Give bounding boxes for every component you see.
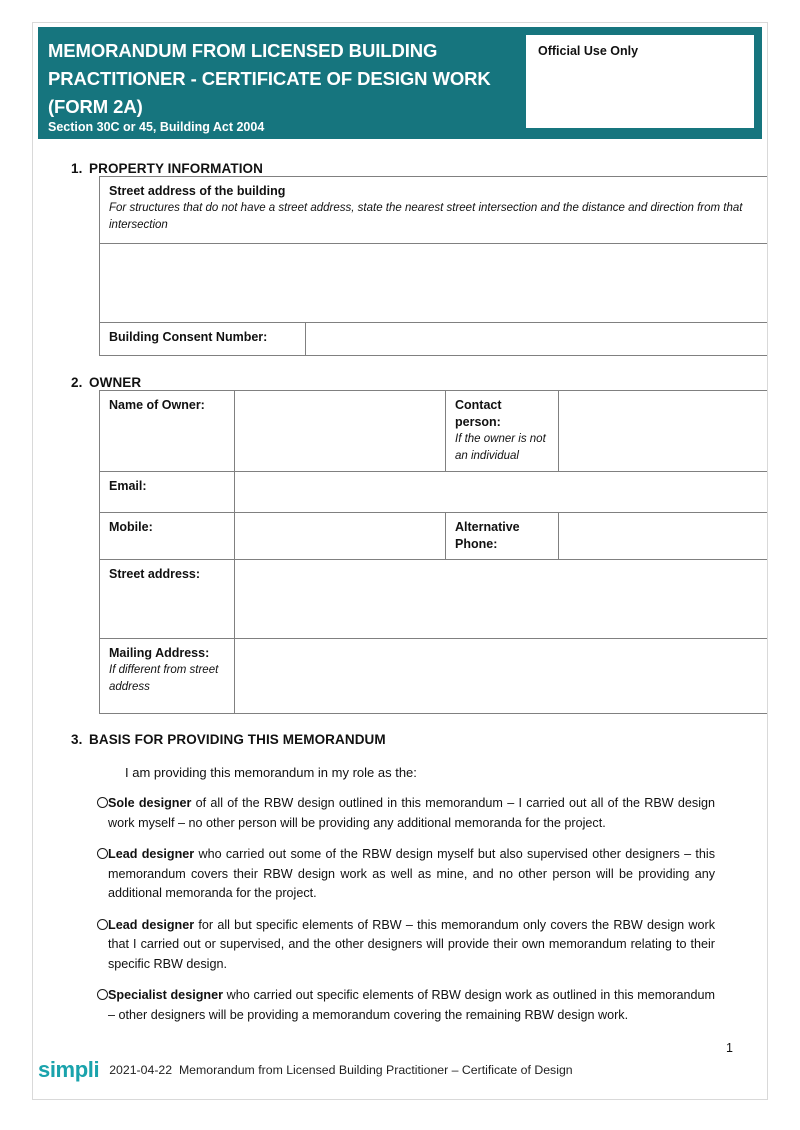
- email-label: Email:: [100, 472, 235, 513]
- radio-cell[interactable]: [59, 916, 108, 975]
- section-number: 1.: [71, 161, 83, 176]
- basis-option-specialist-designer[interactable]: [59, 986, 741, 1025]
- basis-option-text: Sole designer of all of the RBW design outlined in this memorandum – I carried out all of the RBW design work myself – no other person will be providing any additional memoranda for the project.: [108, 796, 715, 830]
- owner-street-address-input[interactable]: [235, 560, 769, 639]
- alternative-phone-input[interactable]: [559, 513, 769, 560]
- basis-option-lead-designer-supervised[interactable]: [59, 845, 741, 904]
- document-page: [32, 22, 768, 1100]
- radio-cell[interactable]: [59, 794, 108, 833]
- building-consent-number-input[interactable]: [306, 323, 769, 356]
- header-banner: [38, 27, 762, 139]
- document-title: MEMORANDUM FROM LICENSED BUILDING PRACTITIONER - CERTIFICATE OF DESIGN WORK (FORM 2A): [48, 40, 491, 117]
- radio-cell[interactable]: [59, 986, 108, 1025]
- section-title: BASIS FOR PROVIDING THIS MEMORANDUM: [89, 732, 386, 747]
- document-subtitle: Section 30C or 45, Building Act 2004: [48, 120, 265, 134]
- radio-button-icon[interactable]: [97, 848, 108, 859]
- contact-person-label: Contact person:: [455, 398, 502, 429]
- section-title: OWNER: [89, 375, 142, 390]
- email-input[interactable]: [235, 472, 769, 513]
- contact-person-hint: If the owner is not an individual: [455, 433, 546, 462]
- table-row-owner-mailing-address: [100, 639, 769, 714]
- section-heading-basis: [59, 732, 741, 747]
- owner-table: [99, 390, 768, 714]
- table-row-building-consent-number: [100, 323, 769, 356]
- street-address-label: Street address of the building: [109, 184, 286, 198]
- basis-option-sole-designer[interactable]: [59, 794, 741, 833]
- property-information-table: [99, 176, 768, 356]
- owner-street-address-label: Street address:: [100, 560, 235, 639]
- mailing-address-hint: If different from street address: [109, 664, 219, 693]
- street-address-hint: For structures that do not have a street address, state the nearest street intersection and the distance and direction from that intersection: [109, 202, 743, 231]
- table-row-owner-street-address: [100, 560, 769, 639]
- mailing-address-label-cell: [100, 639, 235, 714]
- section-number: 3.: [71, 732, 83, 747]
- basis-option-text: Lead designer who carried out some of the RBW design myself but also supervised other designers – this memorandum covers their RBW design work as well as mine, and no other person will be providing any additional memoranda for the project.: [108, 847, 715, 900]
- basis-option-text: Lead designer for all but specific elements of RBW – this memorandum only covers the RBW design work that I carried out or supervised, and the other designers will provide their own memorandum relating to their specific RBW design.: [108, 917, 715, 971]
- section-title: PROPERTY INFORMATION: [89, 161, 264, 176]
- mailing-address-label: Mailing Address:: [109, 646, 210, 660]
- page-footer: [33, 1054, 767, 1086]
- footer-document-title: Memorandum from Licensed Building Practitioner – Certificate of Design: [178, 1063, 573, 1077]
- basis-option-lead-designer-partial[interactable]: [59, 916, 741, 975]
- radio-button-icon[interactable]: [97, 919, 108, 930]
- radio-button-icon[interactable]: [97, 989, 108, 1000]
- mobile-input[interactable]: [235, 513, 446, 560]
- radio-cell[interactable]: [59, 845, 108, 904]
- table-row-owner-mobile: [100, 513, 769, 560]
- section-heading-property-information: [59, 161, 741, 176]
- contact-person-label-cell: [446, 391, 559, 472]
- alternative-phone-label: Alternative Phone:: [446, 513, 559, 560]
- name-of-owner-input[interactable]: [235, 391, 446, 472]
- table-row-street-address-input: [100, 244, 769, 323]
- street-address-label-cell: [100, 177, 769, 244]
- contact-person-input[interactable]: [559, 391, 769, 472]
- basis-option-text: Specialist designer who carried out specific elements of RBW design work as outlined in this memorandum – other designers will be providing a memorandum covering the remaining RBW design work.: [108, 988, 715, 1022]
- page-number: 1: [726, 1041, 733, 1055]
- official-use-only-label: Official Use Only: [538, 44, 639, 58]
- official-use-only-box[interactable]: [526, 35, 754, 128]
- section-number: 2.: [71, 375, 83, 390]
- basis-lead-in: I am providing this memorandum in my role as the:: [125, 765, 417, 780]
- street-address-input[interactable]: [100, 244, 769, 323]
- radio-button-icon[interactable]: [97, 797, 108, 808]
- mobile-label: Mobile:: [100, 513, 235, 560]
- footer-date: 2021-04-22: [109, 1063, 173, 1077]
- building-consent-number-label: Building Consent Number:: [100, 323, 306, 356]
- section-heading-owner: [59, 375, 741, 390]
- basis-option-list: [59, 794, 741, 1025]
- simpli-logo: simpli: [38, 1057, 100, 1082]
- name-of-owner-label: Name of Owner:: [100, 391, 235, 472]
- table-row-owner-name: [100, 391, 769, 472]
- footer-text: [109, 1062, 572, 1078]
- mailing-address-input[interactable]: [235, 639, 769, 714]
- table-row-owner-email: [100, 472, 769, 513]
- table-row-street-address-label: [100, 177, 769, 244]
